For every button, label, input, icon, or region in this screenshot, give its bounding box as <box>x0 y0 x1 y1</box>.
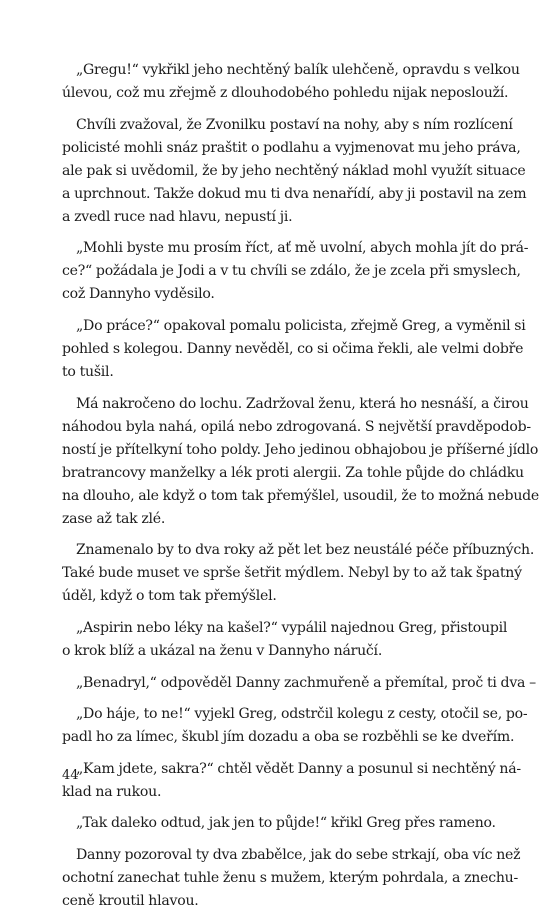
text-line: ochotní zanechat tuhle ženu s mužem, kterým pohrdala, a znechu- <box>62 869 519 886</box>
text-line: „Tak daleko odtud, jak jen to půjde!“ křikl Greg přes rameno. <box>76 815 496 832</box>
text-line: klad na rukou. <box>62 783 162 800</box>
paragraph <box>62 617 508 663</box>
text-line: ceně kroutil hlavou. <box>62 893 199 909</box>
text-line: padl ho za límec, škubl jím dozadu a oba se rozběhli se ke dveřím. <box>62 729 515 746</box>
text-line: Danny pozoroval ty dva zbabělce, jak do sebe strkají, oba víc než <box>76 846 521 863</box>
text-line: „Kam jdete, sakra?“ chtěl vědět Danny a posunul si nechtěný ná- <box>76 760 521 777</box>
paragraph <box>62 703 528 749</box>
text-line: „Aspirin nebo léky na kašel?“ vypálil najednou Greg, přistoupil <box>76 620 508 637</box>
text-line: Také bude muset ve sprše šetřit mýdlem. Nebyl by to až tak špatný <box>62 565 522 582</box>
text-line: Chvíli zvažoval, že Zvonilku postaví na nohy, aby s ním rozlícení <box>76 116 513 133</box>
text-line: „Gregu!“ vykřikl jeho nechtěný balík ulehčeně, opravdu s velkou <box>76 62 520 78</box>
text-line: pohled s kolegou. Danny nevěděl, co si očima řekli, ale velmi dobře <box>62 341 524 358</box>
paragraph <box>62 812 496 835</box>
paragraph <box>62 393 540 531</box>
paragraph <box>62 758 521 804</box>
text-line: úděl, když o tom tak přemýšlel. <box>62 588 277 605</box>
paragraph <box>62 672 536 695</box>
text-line: „Mohli byste mu prosím říct, ať mě uvolní, abych mohla jít do prá- <box>76 240 529 257</box>
text-line: ale pak si uvědomil, že by jeho nechtěný náklad mohl využít situace <box>62 162 526 179</box>
text-line: o krok blíž a ukázal na ženu v Dannyho náručí. <box>62 643 383 660</box>
text-line: Má nakročeno do lochu. Zadržoval ženu, která ho nesnáší, a čirou <box>76 395 529 412</box>
paragraph <box>62 59 520 105</box>
text-line: Znamenalo by to dva roky až pět let bez neustálé péče příbuzných. <box>76 542 535 559</box>
paragraph <box>62 844 521 913</box>
text-line: bratrancovy manželky a lék proti alergii. Za tohle půjde do chládku <box>62 464 524 481</box>
page-number: 44 <box>62 768 79 783</box>
paragraph <box>62 539 535 608</box>
text-line: náhodou byla nahá, opilá nebo zdrogovaná. S největší pravděpodob- <box>62 418 531 435</box>
text-line: ce?“ požádala je Jodi a v tu chvíli se zdálo, že je zcela při smyslech, <box>62 263 521 280</box>
text-line: policisté mohli snáz praštit o podlahu a vyjmenovat mu jeho práva, <box>62 139 521 156</box>
text-line: ností je přítelkyní toho poldy. Jeho jedinou obhajobou je příšerné jídlo <box>62 441 539 458</box>
text-line: to tušil. <box>62 364 114 381</box>
body-text <box>62 59 540 913</box>
text-line: „Benadryl,“ odpověděl Danny zachmuřeně a přemítal, proč ti dva – <box>76 674 536 691</box>
paragraph <box>62 315 526 384</box>
text-line: což Dannyho vyděsilo. <box>62 286 215 303</box>
text-line: a uprchnout. Takže dokud mu ti dva nenařídí, aby ji postavil na zem <box>62 185 527 202</box>
paragraph <box>62 237 529 306</box>
text-line: „Do práce?“ opakoval pomalu policista, zřejmě Greg, a vyměnil si <box>76 317 526 334</box>
text-line: zase až tak zlé. <box>62 510 166 527</box>
text-line: „Do háje, to ne!“ vyjekl Greg, odstrčil kolegu z cesty, otočil se, po- <box>76 706 528 723</box>
text-line: na dlouho, ale když o tom tak přemýšlel, usoudil, že to možná nebude <box>62 487 540 504</box>
text-line: a zvedl ruce nad hlavu, nepustí ji. <box>62 208 293 225</box>
paragraph <box>62 114 527 229</box>
text-line: úlevou, což mu zřejmě z dlouhodobého pohledu nijak neposlouží. <box>62 85 509 102</box>
